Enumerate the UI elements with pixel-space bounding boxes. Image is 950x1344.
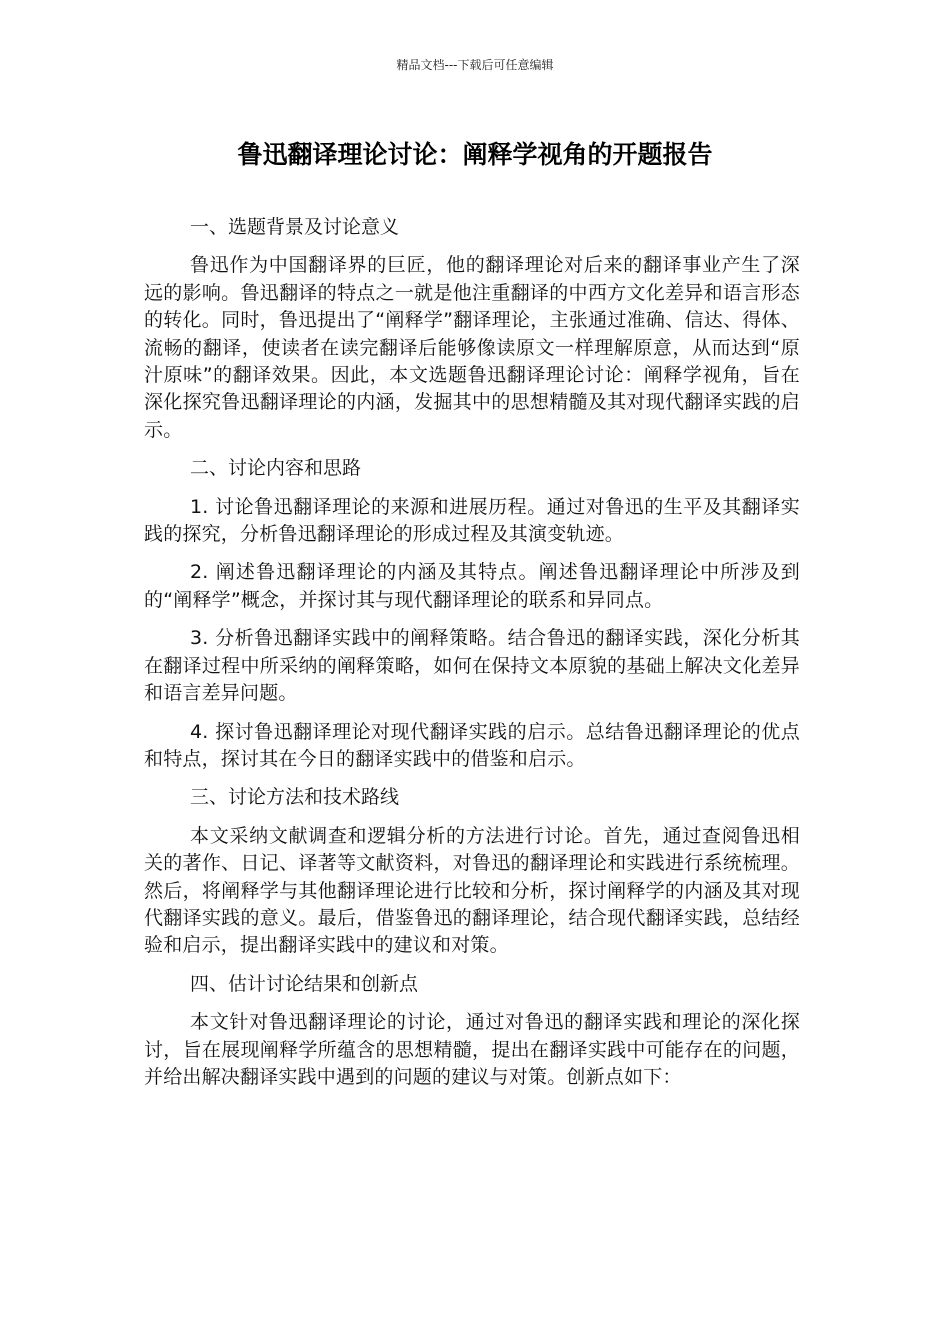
section-heading-background: 一、选题背景及讨论意义 [190,216,400,238]
document-title: 鲁迅翻译理论讨论：阐释学视角的开题报告 [237,140,713,169]
page-header: 精品文档---下载后可任意编辑 [396,58,554,72]
paragraph-methods: 本文采纳文献调查和逻辑分析的方法进行讨论。首先，通过查阅鲁迅相关的著作、日记、译著等文献资料，对鲁迅的翻译理论和实践进行系统梳理。然后，将阐释学与其他翻译理论进行比较和分析，探讨阐释学的内涵及其对现代翻译实践的意义。最后，借鉴鲁迅的翻译理论，结合现代翻译实践，总结经验和启示，提出翻译实践中的建议和对策。 [144,824,800,957]
paragraph-background: 鲁迅作为中国翻译界的巨匠，他的翻译理论对后来的翻译事业产生了深远的影响。鲁迅翻译的特点之一就是他注重翻译的中西方文化差异和语言形态的转化。同时，鲁迅提出了“阐释学”翻译理论，主张通过准确、信达、得体、流畅的翻译，使读者在读完翻译后能够像读原文一样理解原意，从而达到“原汁原味”的翻译效果。因此，本文选题鲁迅翻译理论讨论：阐释学视角，旨在深化探究鲁迅翻译理论的内涵，发掘其中的思想精髓及其对现代翻译实践的启示。 [144,254,800,441]
document-body [144,214,800,1102]
paragraph-content-item-2: 2. 阐述鲁迅翻译理论的内涵及其特点。阐述鲁迅翻译理论中所涉及到的“阐释学”概念，并探讨其与现代翻译理论的联系和异同点。 [144,561,800,611]
section-heading-content: 二、讨论内容和思路 [190,457,362,480]
section-heading-results: 四、估计讨论结果和创新点 [190,972,419,995]
paragraph-content-item-3: 3. 分析鲁迅翻译实践中的阐释策略。结合鲁迅的翻译实践，深化分析其在翻译过程中所采纳的阐释策略，如何在保持文本原貌的基础上解决文化差异和语言差异问题。 [144,627,800,705]
section-heading-methods: 三、讨论方法和技术路线 [190,786,400,809]
paragraph-content-item-1: 1. 讨论鲁迅翻译理论的来源和进展历程。通过对鲁迅的生平及其翻译实践的探究，分析鲁迅翻译理论的形成过程及其演变轨迹。 [144,495,800,546]
paragraph-content-item-4: 4. 探讨鲁迅翻译理论对现代翻译实践的启示。总结鲁迅翻译理论的优点和特点，探讨其在今日的翻译实践中的借鉴和启示。 [144,720,800,770]
paragraph-results: 本文针对鲁迅翻译理论的讨论，通过对鲁迅的翻译实践和理论的深化探讨，旨在展现阐释学所蕴含的思想精髓，提出在翻译实践中可能存在的问题，并给出解决翻译实践中遇到的问题的建议与对策。创新点如下： [144,1011,800,1088]
